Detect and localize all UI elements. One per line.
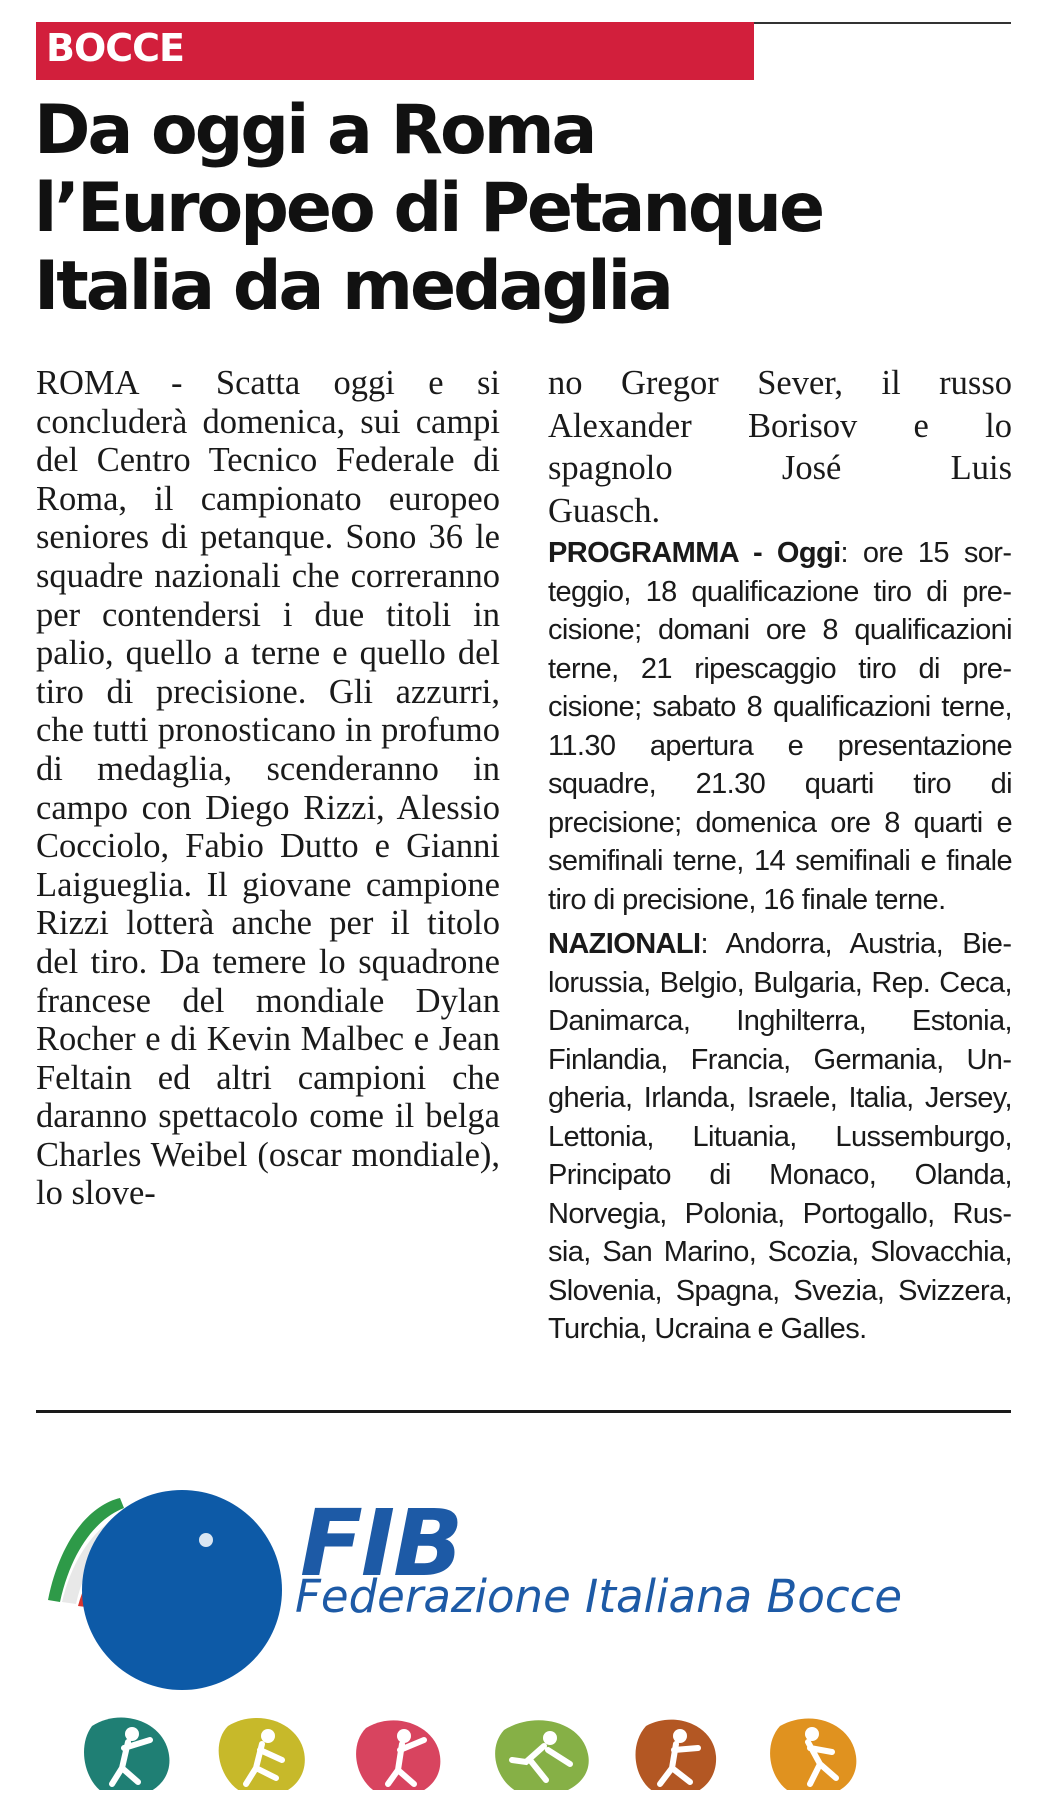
petanque-player-icon <box>356 1720 440 1790</box>
fib-acronym: FIB <box>300 1490 462 1597</box>
nazionali-paragraph <box>548 925 1012 1349</box>
body-line: no Gregor Sever, il russo <box>548 364 1012 402</box>
boccia-paralympic-icon <box>495 1720 589 1790</box>
beach-bocce-icon <box>636 1720 717 1790</box>
ball-icon <box>82 1490 282 1690</box>
section-label: BOCCE <box>46 26 185 70</box>
headline-line-1: Da oggi a Roma <box>34 91 595 170</box>
fib-full-name: Federazione Italiana Bocce <box>295 1570 903 1623</box>
nazionali-text: : Andorra, Austria, Bielorussia, Belgio, Bulgaria, Rep. Ceca, Danimarca, Inghilterra, Estonia, Finlandia, Francia, Germania, Ungheria, Irlanda, Israele, Italia, Jersey, Lettonia, Lituania, Lussemburgo, Principato di Monaco, Olanda, Norvegia, Polonia, Portogallo, Russia, San Marino, Scozia, Slovacchia, Slovenia, Spagna, Svezia, Svizzera, Turchia, Ucraina e Galles. <box>548 928 1012 1346</box>
programma-paragraph <box>548 534 1012 919</box>
volo-player-icon <box>219 1718 305 1790</box>
section-kicker <box>36 22 754 80</box>
article-body-left: ROMA - Scatta oggi e si concluderà domenica, sui campi del Centro Tecnico Federale di Roma, il campionato europeo seniores di petanque. Sono 36 le squadre nazionali che correranno per contendersi i due titoli in palio, quello a terne e quello del tiro di precisione. Gli azzurri, che tutti pronosticano in profumo di medaglia, scenderanno in campo con Diego Rizzi, Alessio Cocciolo, Fabio Dutto e Gianni Laigueglia. Il giovane campione Rizzi lotterà anche per il titolo del tiro. Da temere lo squadrone francese del mondiale Dylan Rocher e di Kevin Malbec e Jean Feltain ed altri campioni che daranno spettacolo come il belga Charles Weibel (oscar mondiale), lo slove- <box>36 364 500 1213</box>
ball-highlight <box>199 1533 213 1547</box>
programma-text: : ore 15 sorteggio, 18 qualificazione tiro di precisione; domani ore 8 qualificazioni terne, 21 ripescaggio tiro di precisione; sabato 8 qualificazioni terne, 11.30 apertura e presentazione squadre, 21.30 quarti tiro di precisione; domenica ore 8 quarti e semifinali terne, 14 semifinali e finale tiro di precisione, 16 finale terne. <box>548 537 1012 916</box>
body-line: Guasch. <box>548 491 661 530</box>
headline <box>34 92 1014 326</box>
discipline-icons <box>84 1718 856 1790</box>
body-line: Alexander Borisov e lo <box>548 406 1012 445</box>
programma-label: PROGRAMMA - Oggi <box>548 537 841 570</box>
article-body-right <box>548 364 1012 1355</box>
bottom-rule <box>36 1410 1011 1413</box>
headline-line-2: l’Europeo di Petanque <box>34 169 823 248</box>
nazionali-label: NAZIONALI <box>548 928 701 961</box>
raffa-player-icon <box>84 1718 169 1790</box>
headline-line-3: Italia da medaglia <box>34 247 671 326</box>
body-line: spagnolo José Luis <box>548 449 1012 488</box>
volo-pointer-icon <box>770 1718 856 1790</box>
